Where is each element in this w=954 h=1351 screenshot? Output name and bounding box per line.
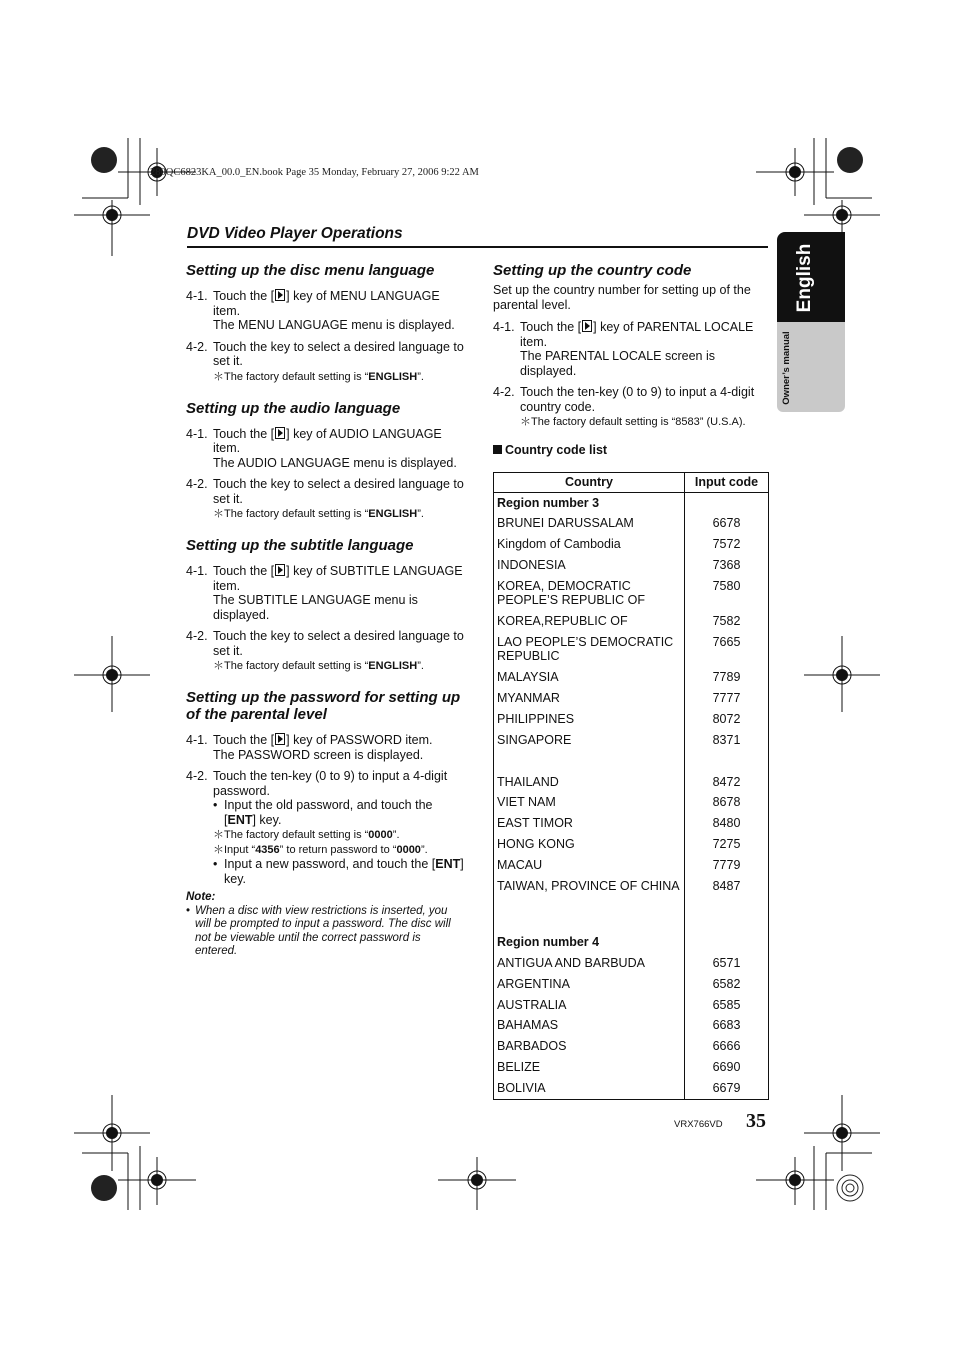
- disc-menu-step-1: [186, 289, 466, 333]
- country-name: INDONESIA: [497, 558, 566, 572]
- column-header-country: Country: [494, 473, 685, 492]
- input-code: 7275: [712, 837, 741, 851]
- country-name: BELIZE: [497, 1060, 541, 1074]
- input-code: 7789: [712, 670, 741, 684]
- side-tab-manual-box: [777, 322, 845, 412]
- step-number: 4-1.: [186, 426, 208, 441]
- right-arrow-key-icon: [275, 427, 285, 439]
- country-step-2: [493, 385, 773, 429]
- step-text: Touch the [: [213, 426, 275, 441]
- side-tab-language-box: [777, 232, 845, 322]
- step-text: Touch the key to select a desired language to set it.: [213, 477, 464, 506]
- input-code: 7665: [712, 635, 741, 649]
- input-code: 8678: [712, 795, 741, 809]
- step-text: ] key of AUDIO LANGUAGE item.: [213, 426, 442, 455]
- input-code: 6666: [712, 1039, 741, 1053]
- step-text: Touch the key to select a desired language to set it.: [213, 339, 464, 368]
- step-number: 4-1.: [186, 564, 208, 578]
- country-name: LAO PEOPLE’S DEMOCRATIC REPUBLIC: [497, 635, 674, 663]
- country-name: VIET NAM: [497, 795, 556, 809]
- input-code: 6683: [712, 1018, 741, 1032]
- input-code: 7582: [712, 614, 741, 628]
- input-code: 7368: [712, 558, 741, 572]
- step-number: 4-1.: [493, 320, 515, 334]
- region-label: Region number 3: [497, 496, 600, 510]
- country-name: BAHAMAS: [497, 1018, 559, 1032]
- country-name: TAIWAN, PROVINCE OF CHINA: [497, 879, 680, 893]
- left-column: [186, 262, 466, 959]
- country-name: AUSTRALIA: [497, 998, 567, 1012]
- right-arrow-key-icon: [275, 733, 285, 745]
- step-number: 4-2.: [186, 339, 208, 354]
- step-text: ] key of SUBTITLE LANGUAGE item.: [213, 564, 463, 593]
- bullet-new-password: • Input a new password, and touch the [ENT] key.: [213, 857, 464, 886]
- input-code: 6679: [712, 1081, 741, 1095]
- country-step-1: [493, 320, 773, 378]
- input-code: 6582: [712, 977, 741, 991]
- reset-password-note: ＊ Input “4356” to return password to “0000”.: [213, 844, 428, 856]
- password-step-1: [186, 733, 466, 762]
- step-text: Touch the [: [213, 289, 275, 303]
- step-text: Touch the [: [213, 564, 275, 578]
- input-code: 7572: [712, 537, 741, 551]
- audio-step-2: [186, 477, 466, 521]
- note-heading: Note:: [186, 891, 216, 903]
- side-tab-manual: Owner’s manual: [781, 331, 792, 405]
- default-note: ＊ The factory default setting is “ENGLISH”.: [213, 370, 424, 383]
- input-code: 7777: [712, 691, 741, 705]
- step-text: ] key of PARENTAL LOCALE item.: [520, 320, 754, 349]
- bullet-old-password: • Input the old password, and touch the [ENT] key.: [213, 798, 433, 827]
- step-result: The AUDIO LANGUAGE menu is displayed.: [213, 455, 457, 470]
- step-text: Touch the [: [213, 733, 275, 747]
- print-info-line: 280QC6823KA_00.0_EN.book Page 35 Monday, February 27, 2006 9:22 AM: [150, 167, 479, 178]
- section-header: DVD Video Player Operations: [187, 225, 403, 242]
- step-text: Touch the ten-key (0 to 9) to input a 4-digit country code.: [520, 385, 755, 414]
- password-step-2: [186, 769, 466, 886]
- country-name: MALAYSIA: [497, 670, 559, 684]
- country-code-heading: Setting up the country code: [493, 262, 692, 279]
- audio-heading: Setting up the audio language: [186, 399, 401, 417]
- region-label: Region number 4: [497, 935, 600, 949]
- subtitle-step-1: [186, 564, 466, 622]
- default-note: ＊ The factory default setting is “ENGLISH”.: [213, 508, 424, 520]
- square-bullet-icon: [493, 445, 502, 454]
- step-text: Touch the key to select a desired language to set it.: [213, 629, 464, 658]
- step-text: Touch the ten-key (0 to 9) to input a 4-digit password.: [213, 769, 448, 798]
- subtitle-heading: Setting up the subtitle language: [186, 537, 414, 554]
- country-name: HONG KONG: [497, 837, 575, 851]
- table-body: [494, 493, 768, 1099]
- input-code: 8480: [712, 816, 741, 830]
- right-column: [493, 262, 773, 458]
- default-note: ＊ The factory default setting is “ENGLISH”.: [213, 660, 424, 672]
- step-number: 4-2.: [186, 629, 208, 643]
- disc-menu-heading: Setting up the disc menu language: [186, 262, 435, 279]
- side-tab-language: English: [794, 243, 815, 313]
- country-name: KOREA, DEMOCRATIC PEOPLE’S REPUBLIC OF: [497, 579, 645, 607]
- step-text: ] key of MENU LANGUAGE item.: [213, 289, 440, 318]
- step-result: The MENU LANGUAGE menu is displayed.: [213, 318, 455, 332]
- step-result: The SUBTITLE LANGUAGE menu is displayed.: [213, 593, 418, 622]
- right-arrow-key-icon: [275, 289, 285, 301]
- right-arrow-key-icon: [582, 320, 592, 332]
- step-number: 4-2.: [493, 385, 515, 399]
- country-name: PHILIPPINES: [497, 712, 575, 726]
- step-number: 4-2.: [186, 477, 208, 491]
- country-name: THAILAND: [497, 775, 559, 789]
- country-name: ANTIGUA AND BARBUDA: [497, 956, 645, 970]
- country-list-title: Country code list: [493, 443, 773, 458]
- header-rule: [187, 246, 768, 248]
- input-code: 7779: [712, 858, 741, 872]
- table-header: [494, 473, 768, 493]
- input-code: 8472: [712, 775, 741, 789]
- input-code: 8072: [712, 712, 741, 726]
- input-code: 6585: [712, 998, 741, 1012]
- input-code: 8487: [712, 879, 741, 893]
- step-number: 4-1.: [186, 733, 208, 747]
- country-name: MACAU: [497, 858, 543, 872]
- country-name: MYANMAR: [497, 691, 560, 705]
- country-name: ARGENTINA: [497, 977, 570, 991]
- audio-step-1: [186, 427, 466, 471]
- step-number: 4-1.: [186, 289, 208, 303]
- country-name: KOREA,REPUBLIC OF: [497, 614, 628, 628]
- subtitle-step-2: [186, 629, 466, 673]
- step-text: Touch the [: [520, 320, 582, 334]
- country-code-intro: Set up the country number for setting up of the parental level.: [493, 283, 751, 312]
- step-text: ] key of PASSWORD item.: [286, 733, 433, 747]
- step-result: The PARENTAL LOCALE screen is displayed.: [520, 349, 715, 378]
- default-password-note: ＊ The factory default setting is “0000”.: [213, 829, 400, 841]
- input-code: 6690: [712, 1060, 741, 1074]
- password-heading: Setting up the password for setting up of the parental level: [186, 689, 461, 723]
- model-number: VRX766VD: [674, 1119, 723, 1130]
- column-header-input-code: Input code: [694, 475, 759, 489]
- step-number: 4-2.: [186, 769, 208, 783]
- country-name: SINGAPORE: [497, 733, 572, 747]
- input-code: 6571: [712, 956, 741, 970]
- country-name: EAST TIMOR: [497, 816, 573, 830]
- country-name: Kingdom of Cambodia: [497, 537, 621, 551]
- country-name: BRUNEI DARUSSALAM: [497, 516, 634, 530]
- input-code: 7580: [712, 579, 741, 593]
- country-name: BOLIVIA: [497, 1081, 546, 1095]
- disc-menu-step-2: [186, 340, 466, 384]
- default-country-note: ＊ The factory default setting is “8583” (U.S.A).: [520, 416, 746, 428]
- page-number: 35: [746, 1110, 766, 1132]
- step-result: The PASSWORD screen is displayed.: [213, 747, 424, 762]
- country-code-table: [493, 472, 769, 1100]
- country-name: BARBADOS: [497, 1039, 567, 1053]
- note-body: • When a disc with view restrictions is inserted, you will be prompted to input a password. The disc will not be viewable until the correct password is entered.: [186, 904, 451, 957]
- input-code: 6678: [712, 516, 741, 530]
- right-arrow-key-icon: [275, 564, 285, 576]
- input-code: 8371: [712, 733, 741, 747]
- side-tab: [777, 232, 845, 412]
